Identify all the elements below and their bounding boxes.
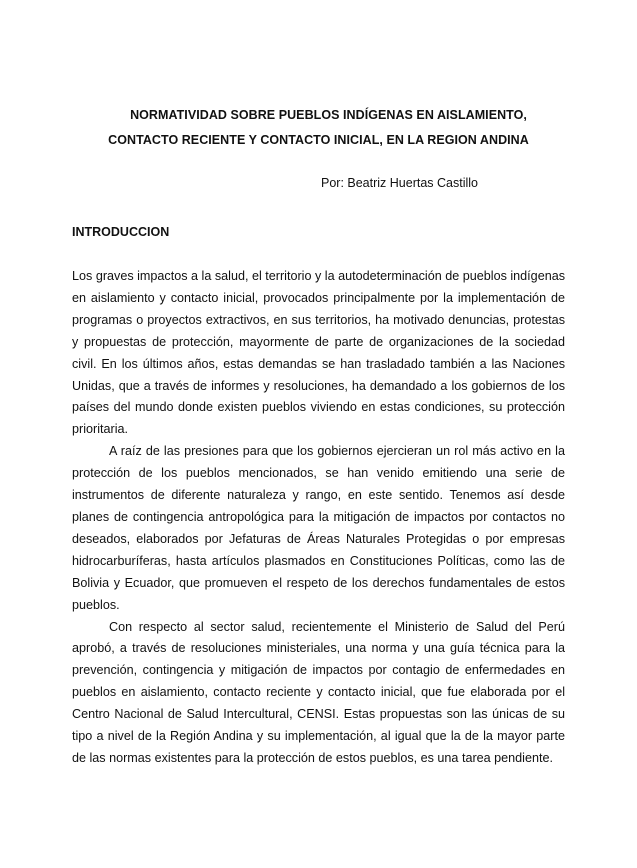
paragraph-1: Los graves impactos a la salud, el territorio y la autodeterminación de pueblos indígenas en aislamiento y contacto inicial, provocados principalmente por la implementación de programas o proyectos extractivos, en sus territorios, ha motivado denuncias, protestas y propuestas de protección, mayormente de parte de organizaciones de la sociedad civil. En los últimos años, estas demandas se han trasladado también a las Naciones Unidas, que a través de informes y resoluciones, ha demandado a los gobiernos de los países del mundo donde existen pueblos viviendo en estas condiciones, su protección prioritaria. bbox=[72, 269, 565, 437]
paragraph-3: Con respecto al sector salud, recientemente el Ministerio de Salud del Perú aprobó, a través de resoluciones ministeriales, una norma y una guía técnica para la prevención, contingencia y mitigación de impactos por contagio de enfermedades en pueblos en aislamiento, contacto reciente y contacto inicial, que fue elaborada por el Centro Nacional de Salud Intercultural, CENSI. Estas propuestas son las únicas de su tipo a nivel de la Región Andina y su implementación, al igual que la de la mayor parte de las normas existentes para la protección de estos pueblos, es una tarea pendiente. bbox=[72, 619, 565, 765]
title-line-2: CONTACTO RECIENTE Y CONTACTO INICIAL, EN LA REGION ANDINA bbox=[108, 133, 529, 147]
document-title bbox=[0, 103, 637, 153]
title-line-1: NORMATIVIDAD SOBRE PUEBLOS INDÍGENAS EN AISLAMIENTO, bbox=[130, 108, 527, 122]
section-heading-introduccion: INTRODUCCION bbox=[72, 225, 170, 239]
author-byline: Por: Beatriz Huertas Castillo bbox=[321, 176, 479, 190]
introduction-body bbox=[72, 266, 565, 770]
paragraph-2: A raíz de las presiones para que los gobiernos ejercieran un rol más activo en la protección de los pueblos mencionados, se han venido emitiendo una serie de instrumentos de diferente naturaleza y rango, en este sentido. Tenemos así desde planes de contingencia antropológica para la mitigación de impactos por contactos no deseados, elaborados por Jefaturas de Áreas Naturales Protegidas o por empresas hidrocarburíferas, hasta artículos plasmados en Constituciones Políticas, como las de Bolivia y Ecuador, que promueven el respeto de los derechos fundamentales de estos pueblos. bbox=[72, 444, 565, 612]
